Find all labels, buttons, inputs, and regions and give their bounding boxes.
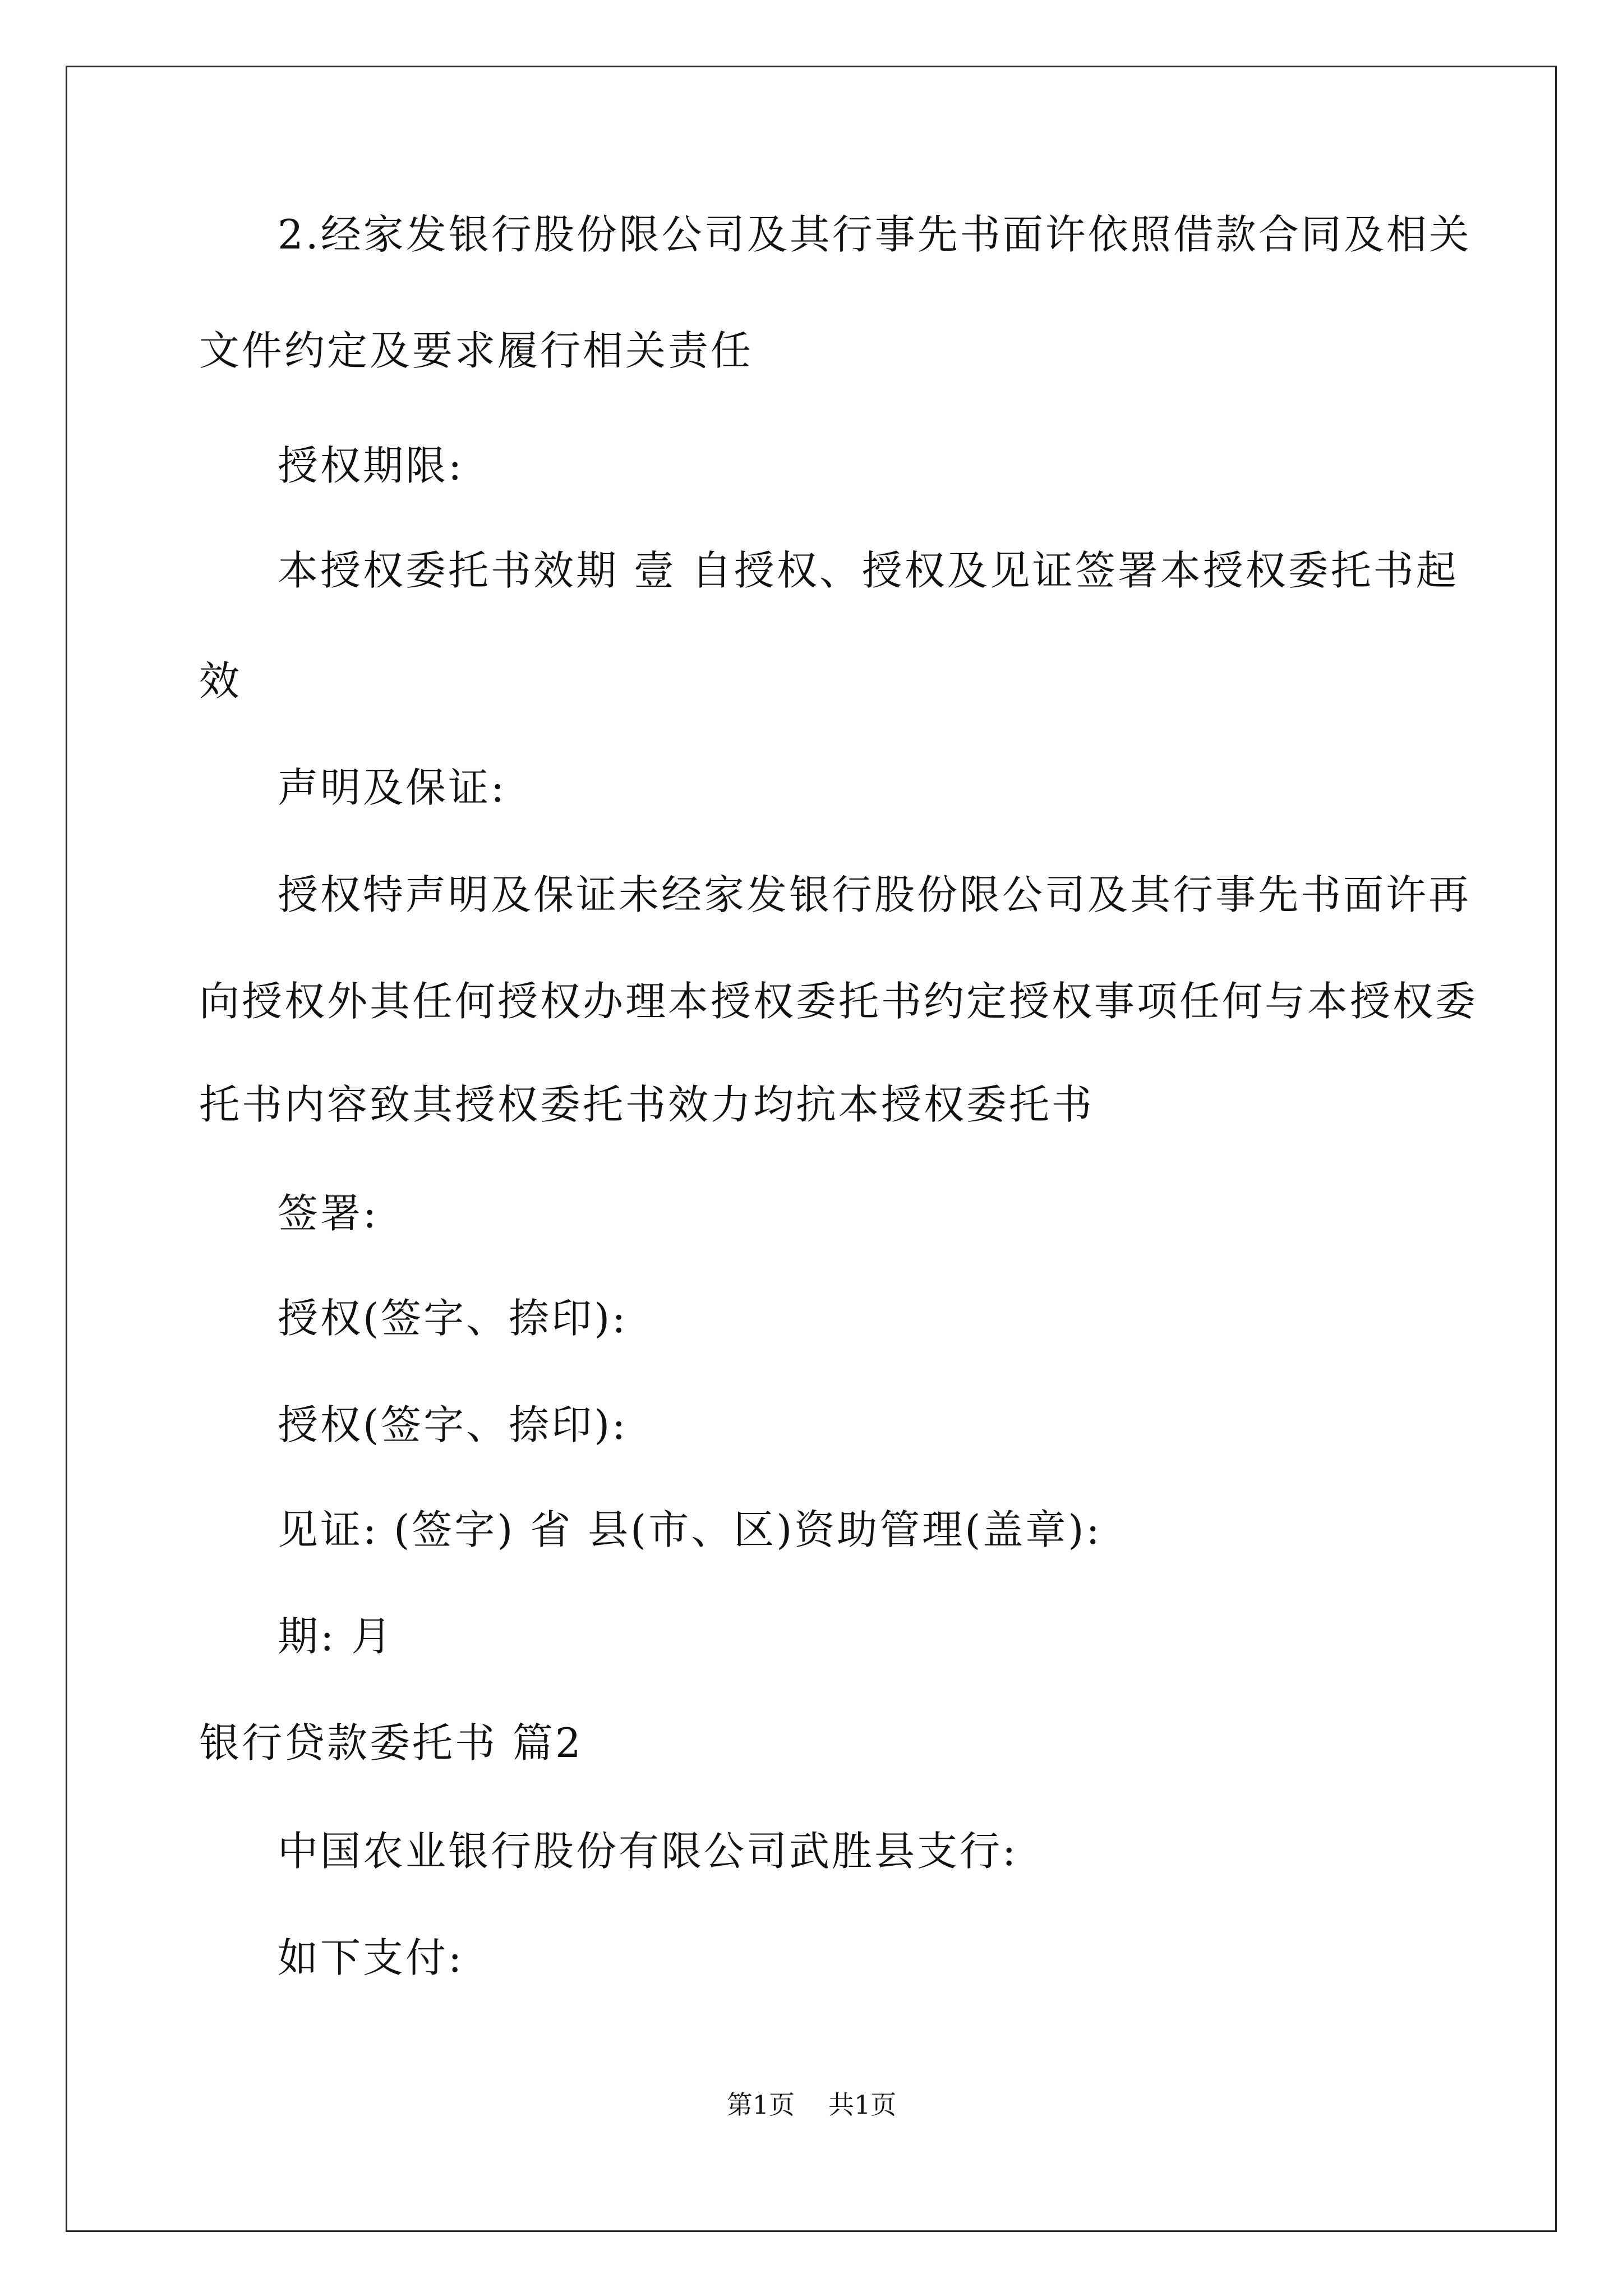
signature-line-witness: 见证: (签字) 省 县(市、区)资助管理(盖章): <box>278 1506 1102 1553</box>
page-number: 第1页 <box>726 2090 795 2120</box>
paragraph-declaration-line-1: 授权特声明及保证未经家发银行股份限公司及其行事先书面许再 <box>278 871 1472 918</box>
date-line: 期: 月 <box>278 1613 394 1660</box>
page-footer <box>0 2089 1623 2120</box>
page-total: 共1页 <box>828 2090 897 2120</box>
paragraph-declaration-line-2: 向授权外其任何授权办理本授权委托书约定授权事项任何与本授权委 <box>199 978 1478 1025</box>
paragraph-clause-2-line-1: 2.经家发银行股份限公司及其行事先书面许依照借款合同及相关 <box>278 211 1472 258</box>
signature-line-authorizer-1: 授权(签字、捺印): <box>278 1295 628 1342</box>
section-title-part-2: 银行贷款委托书 篇2 <box>199 1719 583 1766</box>
paragraph-declaration-line-3: 托书内容致其授权委托书效力均抗本授权委托书 <box>199 1081 1095 1128</box>
heading-signatures: 签署: <box>278 1190 379 1237</box>
paragraph-validity-line-1: 本授权委托书效期 壹 自授权、授权及见证签署本授权委托书起 <box>278 547 1459 594</box>
heading-authorization-period: 授权期限: <box>278 442 464 489</box>
addressee-line: 中国农业银行股份有限公司武胜县支行: <box>278 1828 1018 1875</box>
payment-intro-line: 如下支付: <box>278 1934 464 1981</box>
paragraph-validity-line-2: 效 <box>199 657 242 705</box>
page-border <box>66 66 1557 2232</box>
paragraph-clause-2-line-2: 文件约定及要求履行相关责任 <box>199 327 754 374</box>
heading-declaration-guarantee: 声明及保证: <box>278 764 507 811</box>
signature-line-authorizer-2: 授权(签字、捺印): <box>278 1401 628 1448</box>
